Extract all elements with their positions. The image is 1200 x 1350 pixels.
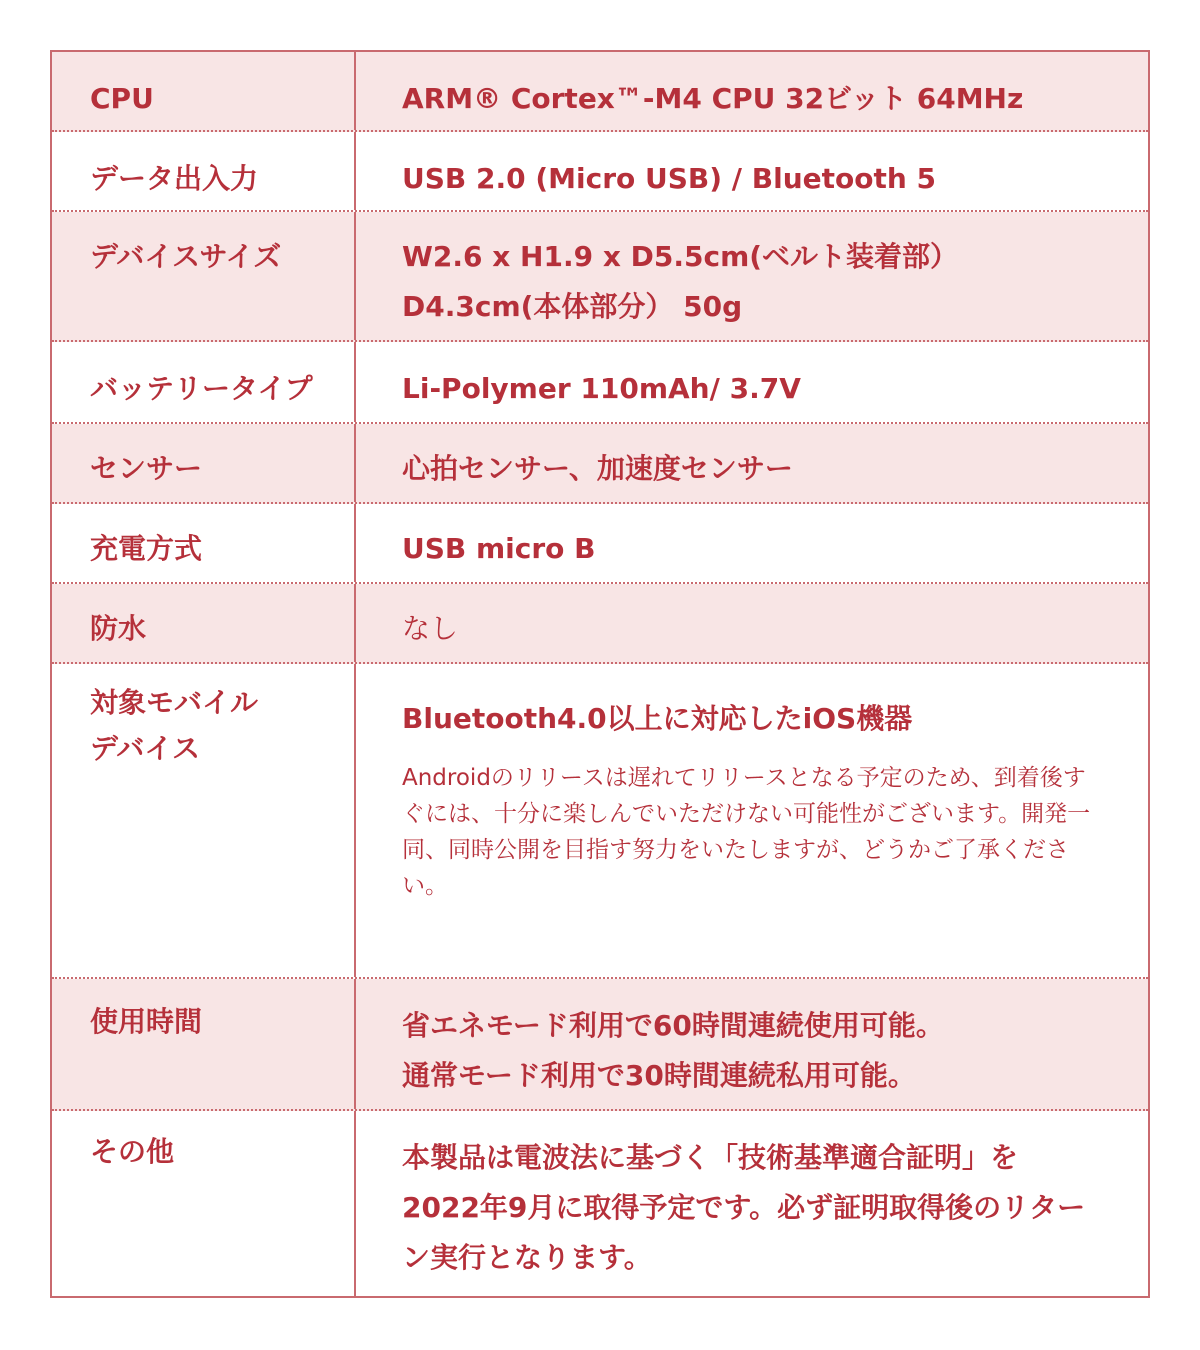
spec-row-battery — [52, 342, 1148, 424]
spec-value-sensor: 心拍センサー、加速度センサー — [402, 452, 793, 485]
spec-row-waterproof — [52, 584, 1148, 664]
spec-label-size: デバイスサイズ — [52, 212, 356, 340]
spec-value-usage-line2: 通常モード利用で30時間連続私用可能。 — [402, 1059, 916, 1092]
spec-label-devices-line1: 対象モバイル — [90, 686, 259, 719]
spec-value-size-line1: W2.6 x H1.9 x D5.5cm(ベルト装着部） — [402, 240, 959, 273]
spec-value-size — [356, 212, 1148, 340]
spec-value-usage — [356, 979, 1148, 1109]
spec-value-other-line3: ン実行となります。 — [402, 1241, 652, 1274]
spec-row-other — [52, 1111, 1148, 1296]
spec-label-cpu: CPU — [52, 52, 356, 130]
spec-row-usage — [52, 979, 1148, 1111]
spec-label-usage: 使用時間 — [52, 979, 356, 1109]
spec-value-devices-note: Androidのリリースは遅れてリリースとなる予定のため、到着後すぐには、十分に楽しんでいただけない可能性がございます。開発一同、同時公開を目指す努力をいたしますが、どうかご了承ください。 — [402, 765, 1091, 899]
spec-label-charging: 充電方式 — [52, 504, 356, 582]
spec-value-other-line1: 本製品は電波法に基づく「技術基準適合証明」を — [402, 1141, 1019, 1174]
spec-value-io: USB 2.0 (Micro USB) / Bluetooth 5 — [402, 162, 937, 195]
spec-value-cpu: ARM® Cortex™-M4 CPU 32ビット 64MHz — [402, 82, 1024, 115]
spec-label-battery: バッテリータイプ — [52, 342, 356, 422]
spec-value-other — [356, 1111, 1148, 1296]
spec-row-sensor — [52, 424, 1148, 504]
spec-label-waterproof: 防水 — [52, 584, 356, 662]
spec-value-waterproof: なし — [402, 612, 459, 645]
spec-value-size-line2: D4.3cm(本体部分） 50g — [402, 290, 743, 323]
spec-value-other-line2: 2022年9月に取得予定です。必ず証明取得後のリター — [402, 1191, 1086, 1224]
spec-row-size — [52, 212, 1148, 342]
spec-label-sensor: センサー — [52, 424, 356, 502]
spec-row-devices — [52, 664, 1148, 979]
spec-label-devices-line2: デバイス — [90, 732, 201, 765]
spec-value-devices — [356, 664, 1148, 977]
spec-table — [50, 50, 1150, 1298]
spec-row-io — [52, 132, 1148, 212]
spec-row-charging — [52, 504, 1148, 584]
spec-label-devices — [52, 664, 356, 977]
spec-label-other: その他 — [52, 1111, 356, 1296]
spec-row-cpu — [52, 52, 1148, 132]
spec-value-devices-main: Bluetooth4.0以上に対応したiOS機器 — [402, 702, 913, 735]
spec-value-charging: USB micro B — [402, 532, 596, 565]
spec-value-battery: Li-Polymer 110mAh/ 3.7V — [402, 372, 801, 405]
spec-value-usage-line1: 省エネモード利用で60時間連続使用可能。 — [402, 1009, 944, 1042]
spec-label-io: データ出入力 — [52, 132, 356, 210]
